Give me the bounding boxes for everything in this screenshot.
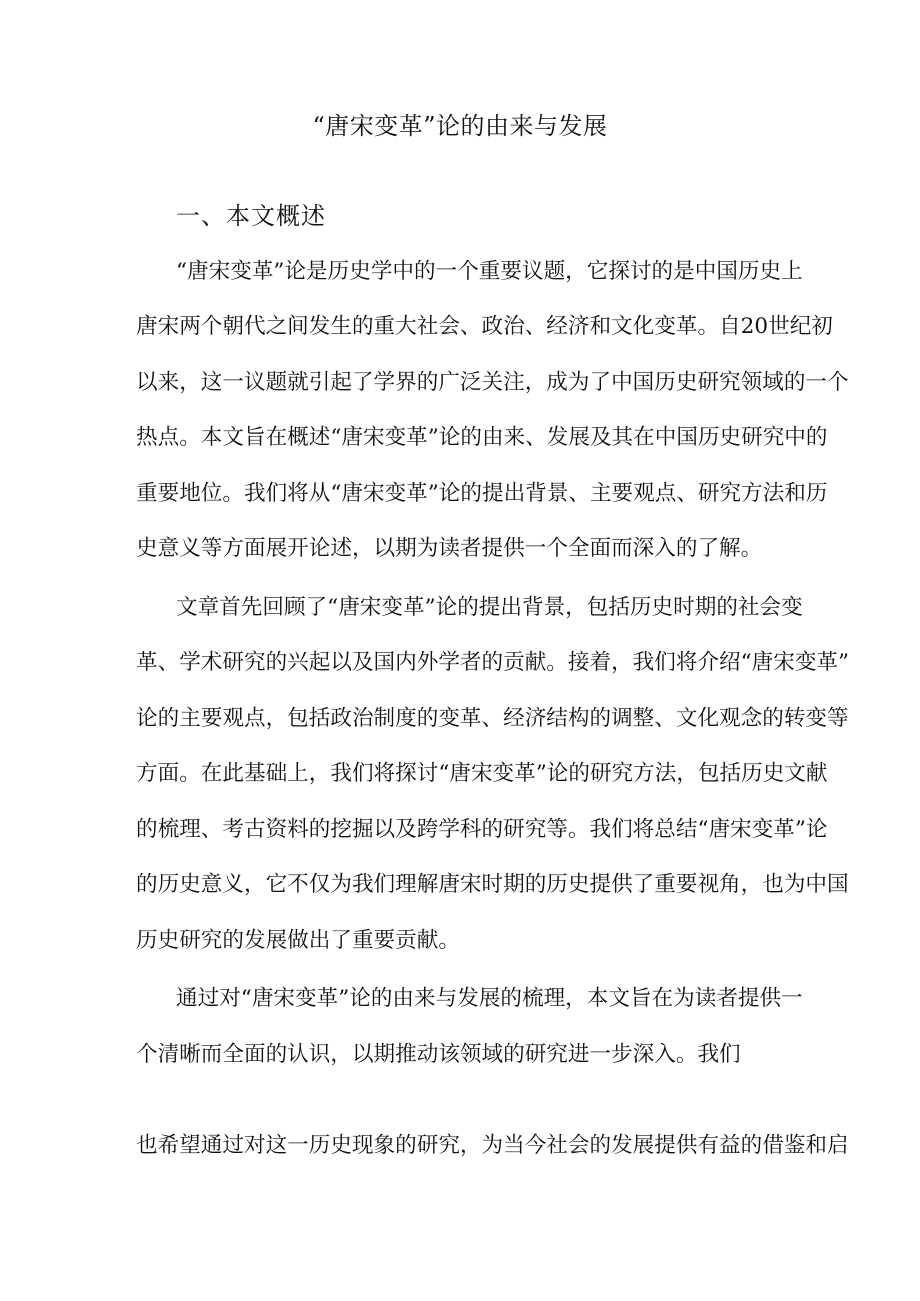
- document-title: “唐宋变革”论的由来与发展: [312, 112, 608, 140]
- document-page: “唐宋变革”论的由来与发展 一、本文概述 “唐宋变革”论是历史学中的一个重要议题，它探讨的是中国历史上 唐宋两个朝代之间发生的重大社会、政治、经济和文化变革。自20世纪初 以来，这一议题就引起了学界的广泛关注，成为了中国历史研究领域的一个 热点。本文旨在概述“唐宋变革”论的由来、发展及其在中国历史研究中的 重要地位。我们将从“唐宋变革”论的提出背景、主要观点、研究方法和历 史意义等方面展开论述，以期为读者提供一个全面而深入的了解。 文章首先回顾了“唐宋变革”论的提出背景，包括历史时期的社会变 革、学术研究的兴起以及国内外学者的贡献。接着，我们将介绍“唐宋变革” 论的主要观点，包括政治制度的变革、经济结构的调整、文化观念的转变等 方面。在此基础上，我们将探讨“唐宋变革”论的研究方法，包括历史文献 的梳理、考古资料的挖掘以及跨学科的研究等。我们将总结“唐宋变革”论 的历史意义，它不仅为我们理解唐宋时期的历史提供了重要视角，也为中国 历史研究的发展做出了重要贡献。 通过对“唐宋变革”论的由来与发展的梳理，本文旨在为读者提供一 个清晰而全面的认识，以期推动该领域的研究进一步深入。我们 也希望通过对这一历史现象的研究，为当今社会的发展提供有益的借鉴和启: [0, 0, 920, 1301]
- section-heading: 一、本文概述: [176, 202, 326, 230]
